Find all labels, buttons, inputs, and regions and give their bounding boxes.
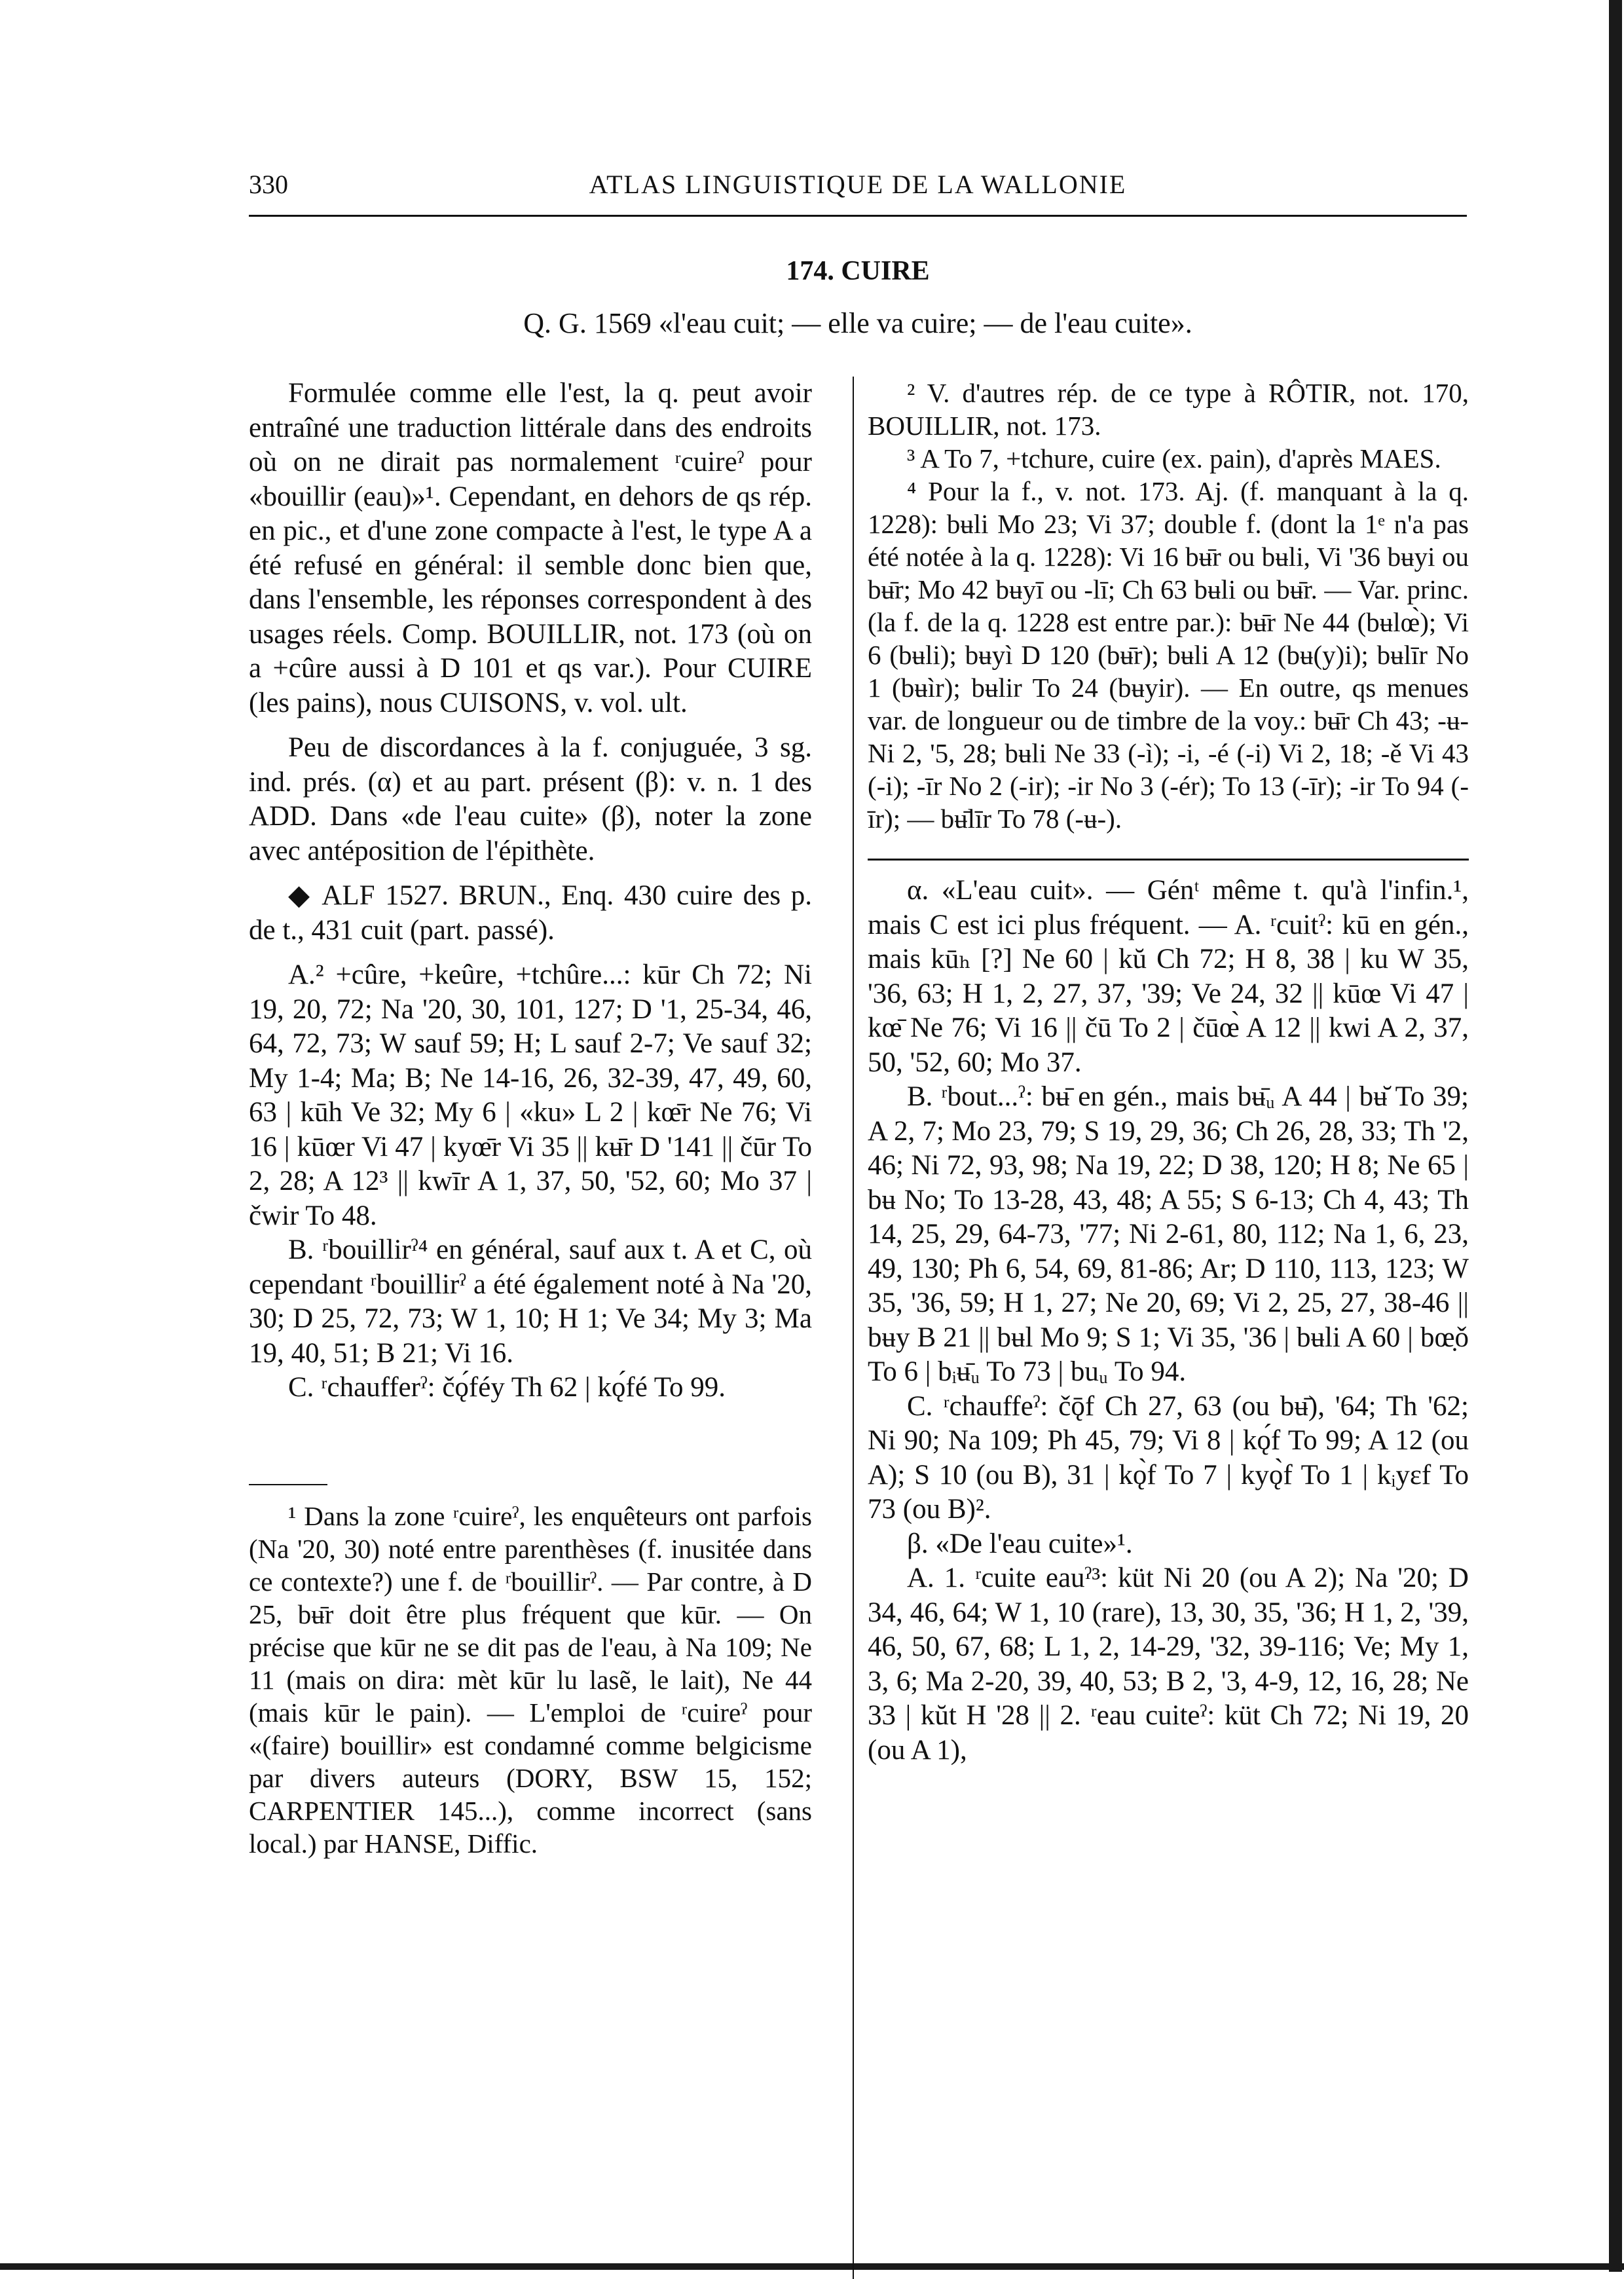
- beta-heading: β. «De l'eau cuite»¹.: [907, 1528, 1133, 1559]
- type-b-paragraph: B. ʳbouillirˀ⁴ en général, sauf aux t. A et C, où cependant ʳbouillirˀ a été également noté à Na '20, 30; D 25, 72, 73; W 1, 10; H 1; Ve 34; My 3; Ma 19, 40, 51; B 21; Vi 16.: [249, 1234, 812, 1369]
- running-title: ATLAS LINGUISTIQUE DE LA WALLONIE: [589, 170, 1127, 199]
- page-bottom-rule: [0, 2263, 1624, 2270]
- page-number: 330: [249, 170, 288, 199]
- alpha-type-c: C. ʳchauffeˀ: čǭf Ch 27, 63 (ou bʉ̄), '64; Th '62; Ni 90; Na 109; Ph 45, 79; Vi 8 | kǫ́f To 99; A 12 (ou A); S 10 (ou B), 31 | kǫ̀f To 7 | kyǫ̀f To 1 | kᵢyɛf To 73 (ou B)².: [868, 1390, 1469, 1525]
- footnote-2: ² V. d'autres rép. de ce type à RÔTIR, not. 170, BOUILLIR, not. 173.: [868, 378, 1469, 441]
- intro-paragraph: Formulée comme elle l'est, la q. peut avoir entraîné une traduction littérale dans des endroits où on ne dirait pas normalement ʳcuireˀ pour «bouillir (eau)»¹. Cependant, en dehors de qs rép. en pic., et d'une zone compacte à l'est, le type A a été refusé en général: il semble donc bien que, dans l'ensemble, les réponses correspondent à des usages réels. Comp. BOUILLIR, not. 173 (où on a +cûre aussi à D 101 et qs var.). Pour CUIRE (les pains), nous CUISONS, v. vol. ult.: [249, 378, 812, 718]
- question-line: Q. G. 1569 «l'eau cuit; — elle va cuire; — de l'eau cuite».: [523, 307, 1192, 339]
- conjugation-paragraph: Peu de discordances à la f. conjuguée, 3 sg. ind. prés. (α) et au part. présent (β): v. n. 1 des ADD. Dans «de l'eau cuite» (β), noter la zone avec antéposition de l'épithète.: [249, 732, 812, 866]
- footnote-3: ³ A To 7, +tchure, cuire (ex. pain), d'après MAES.: [907, 443, 1441, 473]
- right-column: [868, 377, 1469, 1768]
- footnote-1: ¹ Dans la zone ʳcuireˀ, les enquêteurs ont parfois (Na '20, 30) noté entre parenthèses (f. inusitée dans ce contexte?) une f. de ʳbouillirˀ. — Par contre, à D 25, bʉ̄r doit être plus fréquent que kūr. — On précise que kūr ne se dit pas de l'eau, à Na 109; Ne 11 (mais on dira: mèt kūr lu lasẽ, le lait), Ne 44 (mais kūr le pain). — L'emploi de ʳcuireˀ pour «(faire) bouillir» est condamné comme belgicisme par divers auteurs (DORY, BSW 15, 152; CARPENTIER 145...), comme incorrect (sans local.) par HANSE, Diffic.: [249, 1500, 812, 1859]
- footnote-4: ⁴ Pour la f., v. not. 173. Aj. (f. manquant à la q. 1228): bʉli Mo 23; Vi 37; double f. (dont la 1ᵉ n'a pas été notée à la q. 1228): Vi 16 bʉ̄r ou bʉli, Vi '36 bʉyi ou bʉ̄r; Mo 42 bʉyī ou -lī; Ch 63 bʉli ou bʉ̄r. — Var. princ. (la f. de la q. 1228 est entre par.): bʉ̄r Ne 44 (bʉlœ̀); Vi 6 (bʉli); bʉyì D 120 (bʉ̄r); bʉli A 12 (bʉ(y)i); bʉlīr No 1 (bʉìr); bʉlir To 24 (bʉyir). — En outre, qs menues var. de longueur ou de timbre de la voy.: bʉ̄r Ch 43; -ʉ- Ni 2, '5, 28; bʉli Ne 33 (-ì); -i, -é (-i) Vi 2, 18; -ě Vi 43 (-i); -īr No 2 (-ir); -ir No 3 (-ér); To 13 (-īr); -ir To 94 (-īr); — bʉ̄līr To 78 (-ʉ-).: [868, 476, 1469, 834]
- running-header: [249, 169, 1467, 217]
- type-c-paragraph: C. ʳchaufferˀ: čǫ́féy Th 62 | kǫ́fé To 99.: [288, 1372, 726, 1403]
- footnote-rule: [249, 1484, 327, 1485]
- page-edge-rule: [1609, 0, 1622, 2272]
- beta-type-a: A. 1. ʳcuite eauˀ³: küt Ni 20 (ou A 2); Na '20; D 34, 46, 64; W 1, 10 (rare), 13, 30, 35, '36; H 1, 2, '39, 46, 50, 67, 68; L 1, 2, 14-29, '32, 39-116; Ve; My 1, 3, 6; Ma 2-20, 39, 40, 53; B 2, '3, 4-9, 12, 16, 28; Ne 33 | kŭt H '28 || 2. ʳeau cuiteˀ: küt Ch 72; Ni 19, 20 (ou A 1),: [868, 1563, 1469, 1766]
- column-divider: [853, 377, 854, 2279]
- left-column: [249, 377, 812, 1860]
- section-separator: [868, 859, 1469, 861]
- type-a-paragraph: A.² +cûre, +keûre, +tchûre...: kūr Ch 72; Ni 19, 20, 72; Na '20, 30, 101, 127; D '1, 25-34, 46, 64, 72, 73; W sauf 59; H; L sauf 2-7; Ve sauf 32; My 1-4; Ma; B; Ne 14-16, 26, 32-39, 47, 49, 60, 63 | kūh Ve 32; My 6 | «ku» L 2 | kœ̄r Ne 76; Vi 16 | kūœr Vi 47 | kyœ̄r Vi 35 || kʉ̄r D '141 || čūr To 2, 28; A 12³ || kwīr A 1, 37, 50, '52, 60; Mo 37 | čwir To 48.: [249, 959, 812, 1231]
- alpha-type-b: B. ʳbout...ˀ: bʉ̄ en gén., mais bʉ̄ᵤ A 44 | bʉ̆ To 39; A 2, 7; Mo 23, 79; S 19, 29, 36; Ch 26, 28, 33; Th '2, 46; Ni 72, 93, 98; Na 19, 22; D 38, 120; H 8; Ne 65 | bʉ No; To 13-28, 43, 48; A 55; S 6-13; Ch 4, 43; Th 14, 25, 29, 64-73, '77; Ni 2-61, 80, 112; Na 1, 6, 23, 49, 130; Ph 6, 54, 69, 81-86; Ar; D 110, 113, 123; W 35, '36, 59; H 1, 27; Ne 20, 69; Vi 2, 25, 27, 38-46 || bʉy B 21 || bʉl Mo 9; S 1; Vi 35, '36 | bʉli A 60 | bœ̣ǒ To 6 | bᵢʉ̄ᵤ To 73 | buᵤ To 94.: [868, 1081, 1469, 1387]
- alpha-section: α. «L'eau cuit». — Génᵗ même t. qu'à l'infin.¹, mais C est ici plus fréquent. — A. ʳcuitˀ: kū en gén., mais kūₕ [?] Ne 60 | kŭ Ch 72; H 8, 38 | ku W 35, '36, 63; H 1, 2, 27, 37, '39; Ve 24, 32 || kūœ Vi 47 | kœ̄ Ne 76; Vi 16 || čū To 2 | čūœ̀ A 12 || kwi A 2, 37, 50, '52, 60; Mo 37.: [868, 875, 1469, 1078]
- article-title: 174. CUIRE: [786, 256, 930, 286]
- alf-reference-paragraph: ◆ ALF 1527. BRUN., Enq. 430 cuire des p. de t., 431 cuit (part. passé).: [249, 880, 812, 946]
